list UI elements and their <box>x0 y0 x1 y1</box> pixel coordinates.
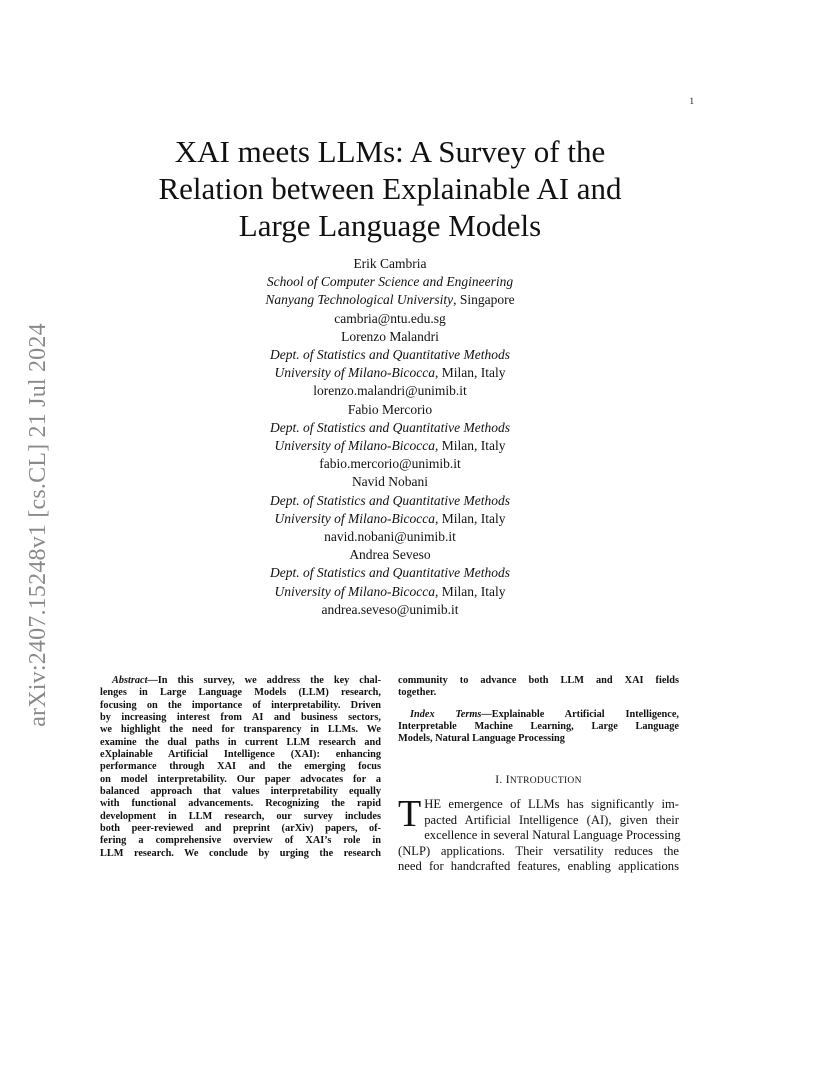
index-terms-line: Models, Natural Language Processing <box>398 733 565 745</box>
author-block <box>190 401 590 474</box>
author-department: Dept. of Statistics and Quantitative Methods <box>270 565 510 581</box>
section-numeral: I. I <box>495 773 510 786</box>
author-email[interactable]: andrea.seveso@unimib.it <box>321 601 459 617</box>
page-number: 1 <box>689 96 694 106</box>
author-location: , Milan, Italy <box>434 583 506 599</box>
abstract-line: LLM research. We conclude by urging the research <box>100 847 381 859</box>
intro-line: excellence in several Natural Language Processing <box>424 828 681 843</box>
section-heading-introduction <box>398 774 679 787</box>
author-affiliation <box>190 364 590 382</box>
author-location: , Singapore <box>453 292 515 308</box>
author-block <box>190 328 590 401</box>
author-name: Fabio Mercorio <box>347 401 433 417</box>
author-affiliation <box>190 510 590 528</box>
title-line: XAI meets LLMs: A Survey of the <box>174 134 606 169</box>
author-list <box>190 255 590 619</box>
author-affiliation <box>190 583 590 601</box>
right-column <box>398 675 679 875</box>
abstract-line: balanced approach that values interpretability equally <box>100 786 381 798</box>
abstract-line: we highlight the need for transparency in LLMs. We <box>100 724 381 736</box>
author-block <box>190 255 590 328</box>
abstract-line: community to advance both LLM and XAI fields <box>398 675 679 686</box>
abstract-line: by increasing interest from AI and business sectors, <box>100 712 381 724</box>
index-terms-first-line-text: —Explainable Artificial Intelligence, <box>481 708 679 720</box>
author-email[interactable]: cambria@ntu.edu.sg <box>334 310 446 326</box>
paper-title <box>100 133 680 244</box>
section-title-rest: NTRODUCTION <box>509 775 582 786</box>
intro-line: (NLP) applications. Their versatility reduces the <box>398 843 679 858</box>
introduction-paragraph <box>398 793 681 875</box>
author-institution: University of Milano-Bicocca <box>274 583 435 599</box>
author-affiliation <box>190 437 590 455</box>
abstract-line: development in LLM research, our survey includes <box>100 810 381 822</box>
author-institution: University of Milano-Bicocca <box>274 365 435 381</box>
title-line: Large Language Models <box>238 208 542 243</box>
drop-cap: T <box>398 793 422 836</box>
author-name: Erik Cambria <box>353 256 427 271</box>
intro-line: need for handcrafted features, enabling applications <box>398 859 679 874</box>
author-institution: University of Milano-Bicocca <box>274 510 435 526</box>
abstract-label: Abstract <box>112 675 148 686</box>
author-department: Dept. of Statistics and Quantitative Methods <box>270 347 510 363</box>
arxiv-identifier-stamp: arXiv:2407.15248v1 [cs.CL] 21 Jul 2024 <box>25 323 51 727</box>
author-email[interactable]: fabio.mercorio@unimib.it <box>319 456 461 472</box>
title-line: Relation between Explainable AI and <box>158 171 622 206</box>
author-block <box>190 546 590 619</box>
index-terms <box>398 709 679 746</box>
author-location: , Milan, Italy <box>434 438 506 454</box>
author-institution: University of Milano-Bicocca <box>274 438 435 454</box>
intro-line: pacted Artificial Intelligence (AI), given their <box>424 812 679 827</box>
abstract-line: examine the dual paths in current LLM research and <box>100 736 381 748</box>
index-terms-line: Interpretable Machine Learning, Large Language <box>398 721 679 733</box>
index-terms-line <box>398 709 679 721</box>
abstract-line: focusing on the importance of interpretability. Driven <box>100 699 381 711</box>
author-block <box>190 473 590 546</box>
author-department: Dept. of Statistics and Quantitative Methods <box>270 492 510 508</box>
abstract-line: together. <box>398 687 437 699</box>
abstract-line: on model interpretability. Our paper advocates for a <box>100 773 381 785</box>
author-email[interactable]: navid.nobani@unimib.it <box>324 529 456 545</box>
author-name: Lorenzo Malandri <box>341 328 439 344</box>
abstract-line: performance through XAI and the emerging focus <box>100 761 381 773</box>
abstract-line: both peer-reviewed and preprint (arXiv) papers, of- <box>100 823 381 835</box>
abstract-line: fering a comprehensive overview of XAI’s role in <box>100 835 381 847</box>
author-name: Navid Nobani <box>351 474 429 490</box>
intro-line: HE emergence of LLMs has significantly im- <box>424 797 679 812</box>
author-department: School of Computer Science and Engineering <box>266 274 514 290</box>
author-institution: Nanyang Technological University <box>265 292 454 308</box>
abstract <box>100 675 381 860</box>
abstract-first-line-text: —In this survey, we address the key chal- <box>147 675 381 686</box>
abstract-continuation <box>398 675 679 700</box>
abstract-line: lenges in Large Language Models (LLM) research, <box>100 687 381 699</box>
author-department: Dept. of Statistics and Quantitative Methods <box>270 419 510 435</box>
index-terms-label: Index Terms <box>410 708 482 720</box>
abstract-line: with functional advancements. Recognizing the rapid <box>100 798 381 810</box>
author-affiliation <box>190 291 590 309</box>
abstract-line: eXplainable Artificial Intelligence (XAI): enhancing <box>100 749 381 761</box>
abstract-line <box>100 675 381 687</box>
author-email[interactable]: lorenzo.malandri@unimib.it <box>313 383 467 399</box>
author-name: Andrea Seveso <box>349 547 431 563</box>
author-location: , Milan, Italy <box>434 365 506 381</box>
author-location: , Milan, Italy <box>434 510 506 526</box>
